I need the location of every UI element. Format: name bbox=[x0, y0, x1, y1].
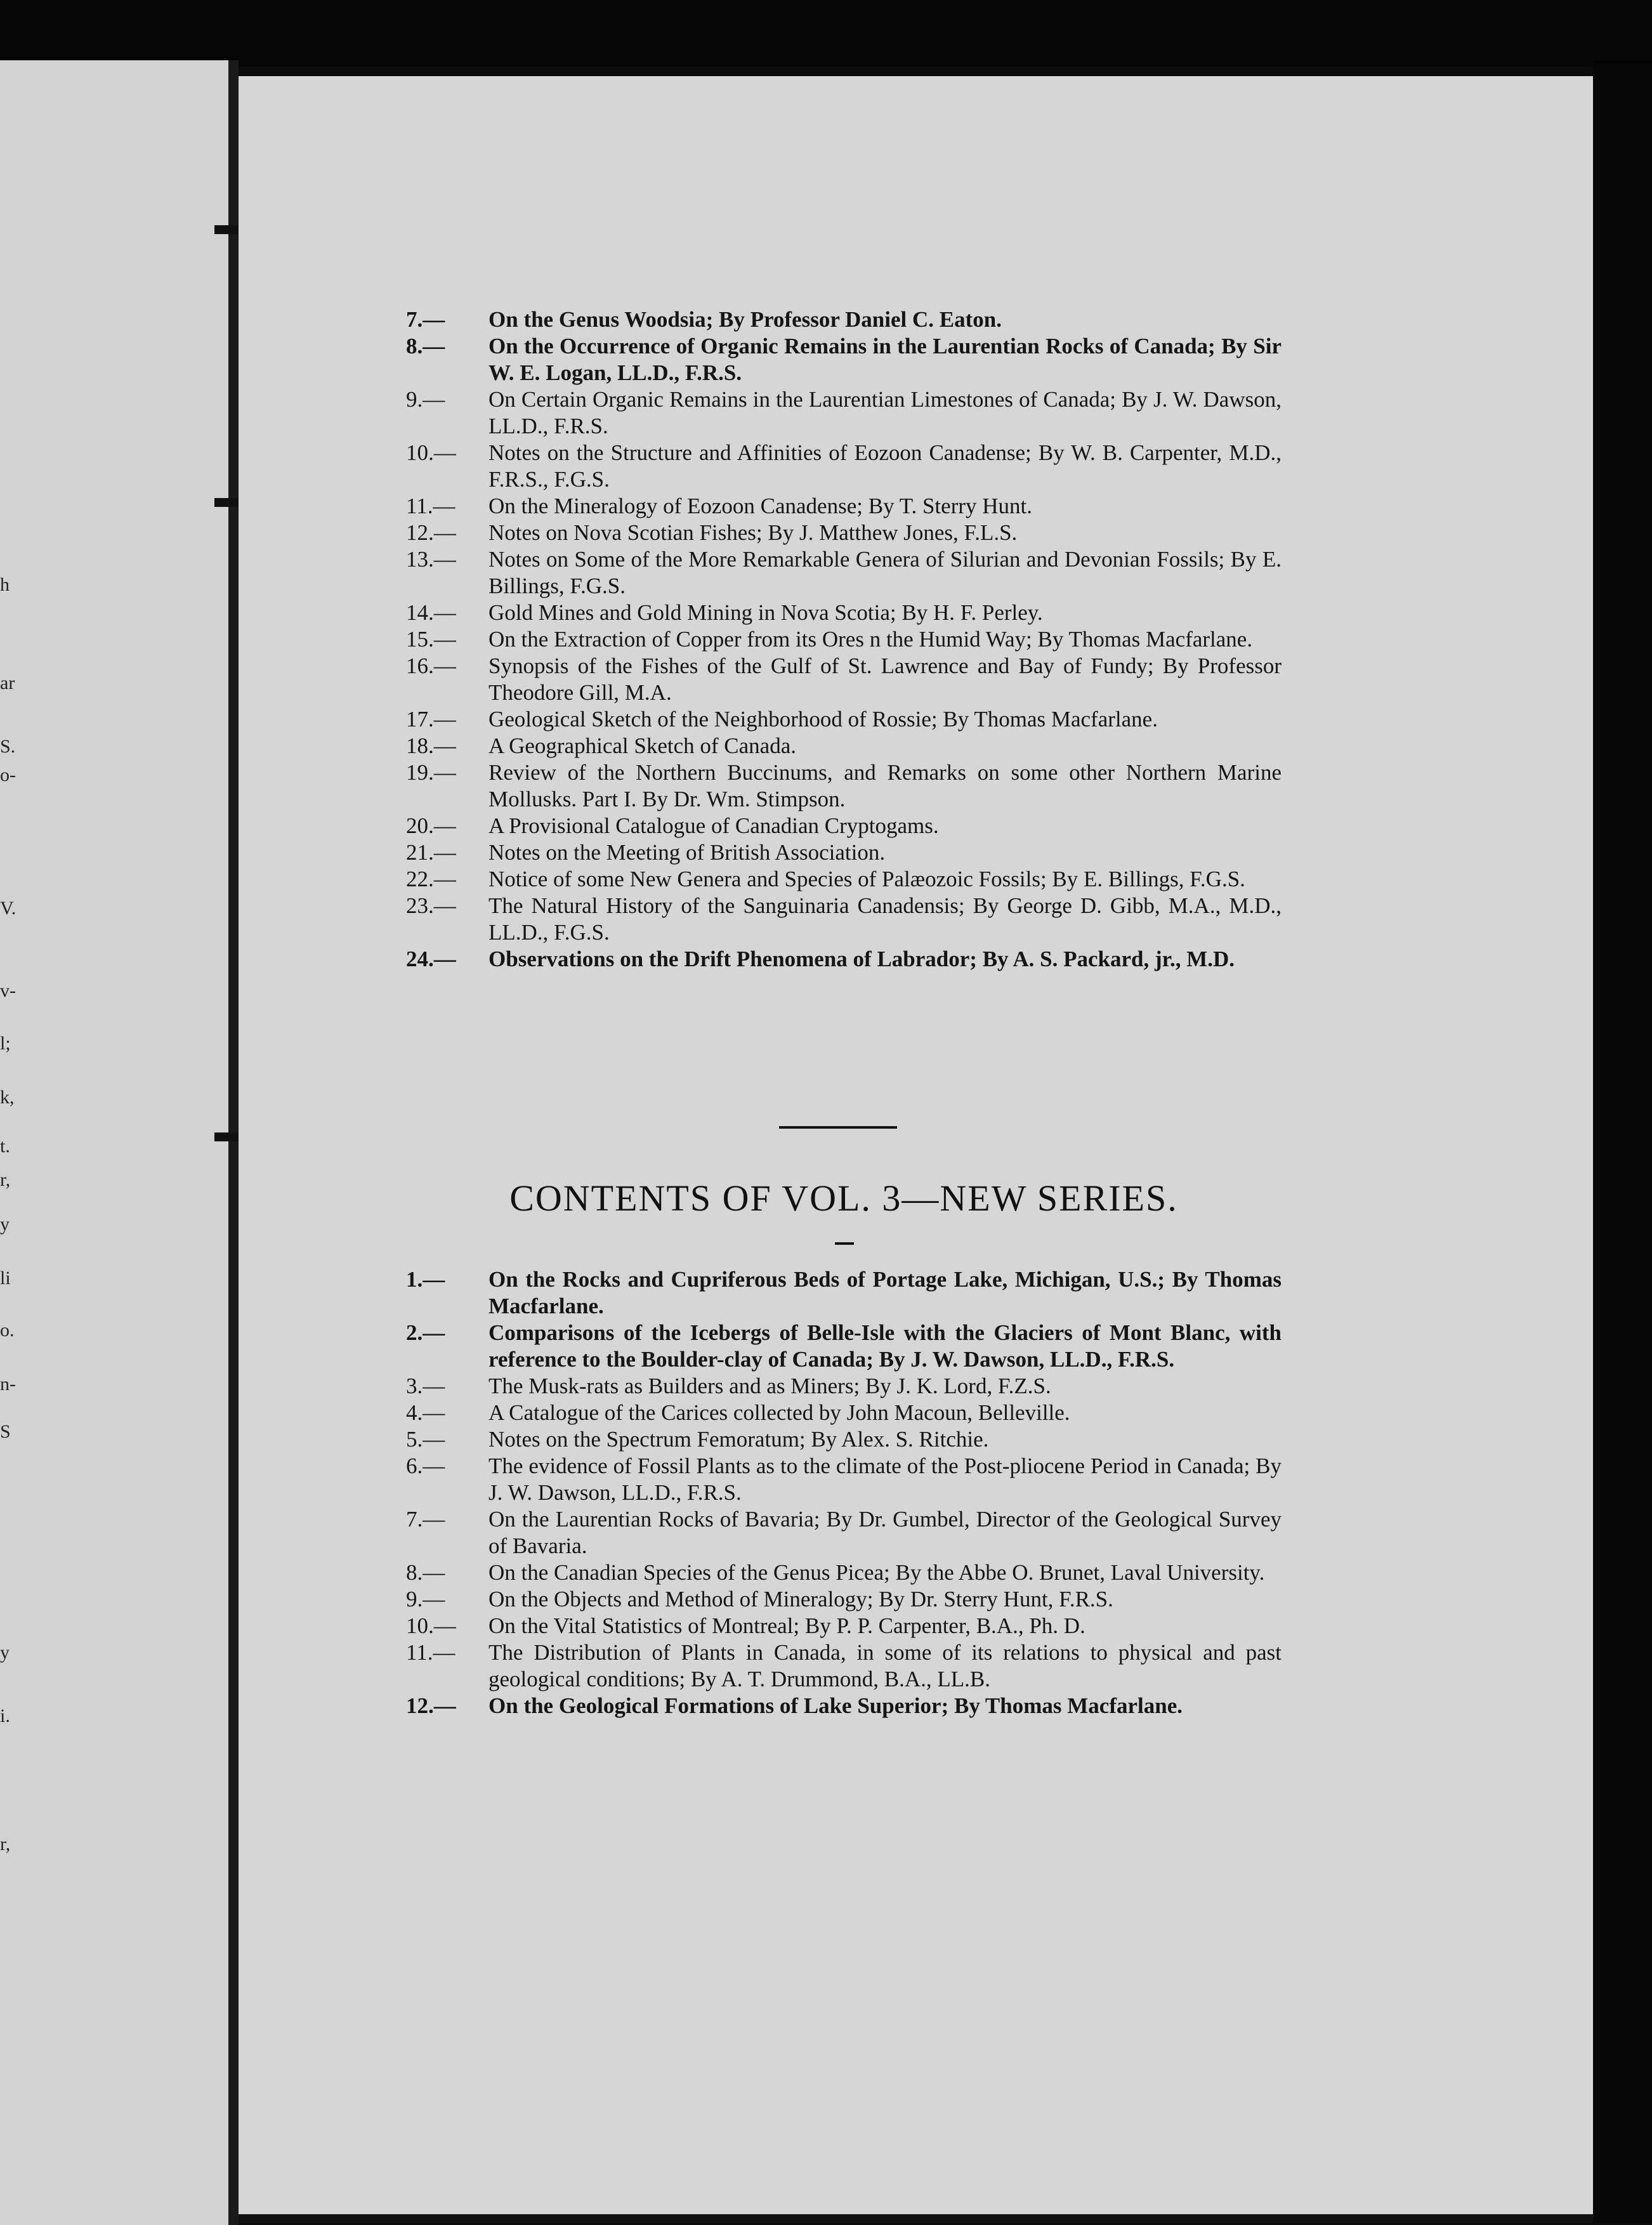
entry-number: 18.— bbox=[406, 733, 456, 758]
contents-entry bbox=[406, 1373, 1282, 1400]
entry-number: 14.— bbox=[406, 600, 456, 625]
entry-title: Notes on Some of the More Remarkable Genera of Silurian and Devonian Fossils; By E. Billings, F.G.S. bbox=[488, 547, 1282, 598]
entry-title: On the Occurrence of Organic Remains in the Laurentian Rocks of Canada; By Sir W. E. Logan, LL.D., F.R.S. bbox=[488, 334, 1282, 385]
facing-page-fragment: ar bbox=[0, 673, 15, 693]
contents-entry bbox=[406, 386, 1282, 440]
entry-title: Notes on the Structure and Affinities of Eozoon Canadense; By W. B. Carpenter, M.D., F.R.S., F.G.S. bbox=[488, 440, 1282, 492]
entry-number: 13.— bbox=[406, 547, 456, 572]
binding-gutter bbox=[228, 60, 239, 2225]
facing-page-fragment: o. bbox=[0, 1320, 15, 1341]
entry-title: Comparisons of the Icebergs of Belle-Isle with the Glaciers of Mont Blanc, with reference to the Boulder-clay of Canada; By J. W. Dawson, LL.D., F.R.S. bbox=[488, 1320, 1282, 1372]
scan-border-right bbox=[1593, 63, 1652, 2223]
contents-entry bbox=[406, 520, 1282, 546]
entry-number: 21.— bbox=[406, 840, 456, 865]
contents-entry bbox=[406, 1426, 1282, 1453]
entry-title: On the Genus Woodsia; By Professor Daniel C. Eaton. bbox=[488, 307, 1002, 332]
entry-title: Observations on the Drift Phenomena of Labrador; By A. S. Packard, jr., M.D. bbox=[488, 947, 1235, 971]
facing-page-fragment: i. bbox=[0, 1705, 10, 1726]
entry-number: 24.— bbox=[406, 947, 456, 971]
contents-entry bbox=[406, 333, 1282, 386]
contents-entry bbox=[406, 493, 1282, 520]
contents-entry bbox=[406, 626, 1282, 653]
facing-page-fragment: t. bbox=[0, 1136, 10, 1157]
facing-page-fragment: k, bbox=[0, 1087, 15, 1108]
contents-entry bbox=[406, 1586, 1282, 1613]
entry-title: The Musk-rats as Builders and as Miners; By J. K. Lord, F.Z.S. bbox=[488, 1374, 1051, 1398]
entry-title: A Provisional Catalogue of Canadian Cryptogams. bbox=[488, 813, 939, 838]
contents-entry bbox=[406, 946, 1282, 973]
contents-entry bbox=[406, 600, 1282, 626]
entry-number: 19.— bbox=[406, 760, 456, 785]
entry-number: 8.— bbox=[406, 334, 445, 358]
facing-page-fragment: y bbox=[0, 1214, 10, 1235]
entry-number: 7.— bbox=[406, 307, 445, 332]
entry-number: 16.— bbox=[406, 653, 456, 678]
contents-entry bbox=[406, 1613, 1282, 1639]
entry-number: 20.— bbox=[406, 813, 456, 838]
entry-title: On the Vital Statistics of Montreal; By P. P. Carpenter, B.A., Ph. D. bbox=[488, 1613, 1085, 1638]
contents-entry bbox=[406, 813, 1282, 839]
entry-title: On the Extraction of Copper from its Ores n the Humid Way; By Thomas Macfarlane. bbox=[488, 627, 1253, 652]
contents-entry bbox=[406, 1453, 1282, 1506]
entry-title: On the Objects and Method of Mineralogy; By Dr. Sterry Hunt, F.R.S. bbox=[488, 1587, 1113, 1611]
entry-title: Gold Mines and Gold Mining in Nova Scotia; By H. F. Perley. bbox=[488, 600, 1043, 625]
entry-number: 7.— bbox=[406, 1507, 445, 1532]
facing-page-fragment: V. bbox=[0, 898, 16, 919]
entry-title: On the Canadian Species of the Genus Picea; By the Abbe O. Brunet, Laval University. bbox=[488, 1560, 1265, 1585]
facing-page-fragment: y bbox=[0, 1642, 10, 1663]
heading-dash bbox=[835, 1242, 854, 1245]
entry-title: On the Laurentian Rocks of Bavaria; By Dr. Gumbel, Director of the Geological Survey of Bavaria. bbox=[488, 1507, 1282, 1558]
scan-border-bottom bbox=[239, 2214, 1593, 2223]
contents-entry bbox=[406, 1320, 1282, 1373]
entry-number: 11.— bbox=[406, 1640, 456, 1665]
vol3-contents-list bbox=[406, 1266, 1282, 1719]
entry-number: 12.— bbox=[406, 520, 456, 545]
contents-entry bbox=[406, 839, 1282, 866]
contents-entry bbox=[406, 1506, 1282, 1559]
previous-volume-contents-list bbox=[406, 306, 1282, 973]
contents-entry bbox=[406, 306, 1282, 333]
contents-entry bbox=[406, 546, 1282, 600]
entry-number: 22.— bbox=[406, 867, 456, 891]
entry-title: Geological Sketch of the Neighborhood of Rossie; By Thomas Macfarlane. bbox=[488, 707, 1158, 732]
entry-title: Notes on the Meeting of British Association. bbox=[488, 840, 886, 865]
entry-title: On the Mineralogy of Eozoon Canadense; By T. Sterry Hunt. bbox=[488, 494, 1033, 518]
facing-page-fragment: S. bbox=[0, 736, 16, 757]
contents-entry bbox=[406, 893, 1282, 946]
facing-page-fragment: o- bbox=[0, 765, 16, 785]
contents-entry bbox=[406, 440, 1282, 493]
entry-number: 23.— bbox=[406, 893, 456, 918]
facing-page-fragment: h bbox=[0, 574, 10, 595]
entry-title: On Certain Organic Remains in the Laurentian Limestones of Canada; By J. W. Dawson, LL.D., F.R.S. bbox=[488, 387, 1282, 438]
facing-page-fragment: v- bbox=[0, 980, 16, 1001]
section-divider bbox=[779, 1126, 897, 1129]
entry-title: The Distribution of Plants in Canada, in some of its relations to physical and past geological conditions; By A. T. Drummond, B.A., LL.B. bbox=[488, 1640, 1282, 1691]
facing-page-fragment: r, bbox=[0, 1169, 11, 1190]
entry-number: 10.— bbox=[406, 440, 456, 465]
entry-number: 2.— bbox=[406, 1320, 445, 1345]
facing-page-fragment: n- bbox=[0, 1374, 16, 1395]
contents-entry bbox=[406, 1400, 1282, 1426]
entry-title: The Natural History of the Sanguinaria Canadensis; By George D. Gibb, M.A., M.D., LL.D., F.G.S. bbox=[488, 893, 1282, 945]
entry-number: 8.— bbox=[406, 1560, 445, 1585]
entry-title: Notes on Nova Scotian Fishes; By J. Matthew Jones, F.L.S. bbox=[488, 520, 1018, 545]
entry-title: A Geographical Sketch of Canada. bbox=[488, 733, 796, 758]
entry-number: 11.— bbox=[406, 494, 456, 518]
contents-entry bbox=[406, 733, 1282, 759]
entry-title: The evidence of Fossil Plants as to the climate of the Post-pliocene Period in Canada; By J. W. Dawson, LL.D., F.R.S. bbox=[488, 1454, 1282, 1505]
entry-number: 1.— bbox=[406, 1267, 445, 1292]
entry-number: 17.— bbox=[406, 707, 456, 732]
entry-title: On the Rocks and Cupriferous Beds of Portage Lake, Michigan, U.S.; By Thomas Macfarlane. bbox=[488, 1267, 1282, 1318]
contents-entry bbox=[406, 759, 1282, 813]
entry-number: 3.— bbox=[406, 1374, 445, 1398]
facing-page-fragment: r, bbox=[0, 1834, 11, 1854]
entry-title: On the Geological Formations of Lake Superior; By Thomas Macfarlane. bbox=[488, 1693, 1183, 1718]
entry-title: Review of the Northern Buccinums, and Remarks on some other Northern Marine Mollusks. Part I. By Dr. Wm. Stimpson. bbox=[488, 760, 1282, 811]
entry-title: A Catalogue of the Carices collected by John Macoun, Belleville. bbox=[488, 1400, 1070, 1425]
entry-title: Synopsis of the Fishes of the Gulf of St. Lawrence and Bay of Fundy; By Professor Theodore Gill, M.A. bbox=[488, 653, 1282, 705]
contents-entry bbox=[406, 653, 1282, 706]
facing-page-fragment: S bbox=[0, 1421, 11, 1442]
entry-number: 12.— bbox=[406, 1693, 456, 1718]
contents-entry bbox=[406, 1266, 1282, 1320]
contents-entry bbox=[406, 706, 1282, 733]
contents-entry bbox=[406, 1559, 1282, 1586]
scan-border-top bbox=[0, 0, 1652, 67]
facing-page-fragment: li bbox=[0, 1268, 11, 1289]
contents-entry bbox=[406, 866, 1282, 893]
entry-number: 10.— bbox=[406, 1613, 456, 1638]
contents-heading: CONTENTS OF VOL. 3—NEW SERIES. bbox=[509, 1178, 1178, 1219]
entry-title: Notes on the Spectrum Femoratum; By Alex. S. Ritchie. bbox=[488, 1427, 989, 1452]
entry-number: 9.— bbox=[406, 387, 445, 412]
entry-number: 4.— bbox=[406, 1400, 445, 1425]
entry-number: 6.— bbox=[406, 1454, 445, 1478]
entry-title: Notice of some New Genera and Species of Palæozoic Fossils; By E. Billings, F.G.S. bbox=[488, 867, 1245, 891]
facing-page-fragment: l; bbox=[0, 1033, 11, 1054]
contents-entry bbox=[406, 1693, 1282, 1719]
contents-entry bbox=[406, 1639, 1282, 1693]
entry-number: 9.— bbox=[406, 1587, 445, 1611]
entry-number: 15.— bbox=[406, 627, 456, 652]
entry-number: 5.— bbox=[406, 1427, 445, 1452]
